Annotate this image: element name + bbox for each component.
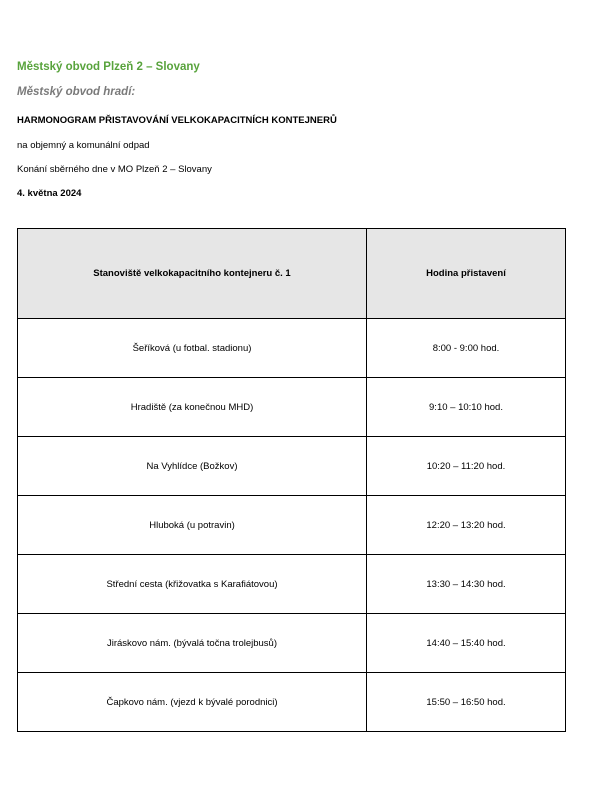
- subtitle: Městský obvod hradí:: [17, 86, 136, 98]
- event-line: Konání sběrného dne v MO Plzeň 2 – Slovany: [17, 164, 212, 175]
- time-cell: 10:20 – 11:20 hod.: [367, 437, 566, 496]
- time-cell: 8:00 - 9:00 hod.: [367, 319, 566, 378]
- time-cell: 9:10 – 10:10 hod.: [367, 378, 566, 437]
- table-row: [18, 378, 566, 437]
- table-row: [18, 614, 566, 673]
- location-cell: Střední cesta (křižovatka s Karafiátovou): [18, 555, 367, 614]
- location-cell: Čapkovo nám. (vjezd k bývalé porodnici): [18, 673, 367, 732]
- waste-type-line: na objemný a komunální odpad: [17, 140, 150, 151]
- time-cell: 14:40 – 15:40 hod.: [367, 614, 566, 673]
- table-row: [18, 319, 566, 378]
- table-row: [18, 496, 566, 555]
- document-title: HARMONOGRAM PŘISTAVOVÁNÍ VELKOKAPACITNÍCH KONTEJNERŮ: [17, 115, 337, 126]
- table-row: [18, 437, 566, 496]
- location-cell: Na Vyhlídce (Božkov): [18, 437, 367, 496]
- location-cell: Šeříková (u fotbal. stadionu): [18, 319, 367, 378]
- location-cell: Hluboká (u potravin): [18, 496, 367, 555]
- time-cell: 13:30 – 14:30 hod.: [367, 555, 566, 614]
- location-cell: Jiráskovo nám. (bývalá točna trolejbusů): [18, 614, 367, 673]
- organization-name: Městský obvod Plzeň 2 – Slovany: [17, 61, 200, 73]
- schedule-table: [17, 228, 566, 732]
- header-location: Stanoviště velkokapacitního kontejneru č. 1: [18, 229, 367, 319]
- table-row: [18, 555, 566, 614]
- table-row: [18, 673, 566, 732]
- time-cell: 12:20 – 13:20 hod.: [367, 496, 566, 555]
- time-cell: 15:50 – 16:50 hod.: [367, 673, 566, 732]
- location-cell: Hradiště (za konečnou MHD): [18, 378, 367, 437]
- event-date: 4. května 2024: [17, 188, 82, 199]
- header-time: Hodina přistavení: [367, 229, 566, 319]
- table-header-row: [18, 229, 566, 319]
